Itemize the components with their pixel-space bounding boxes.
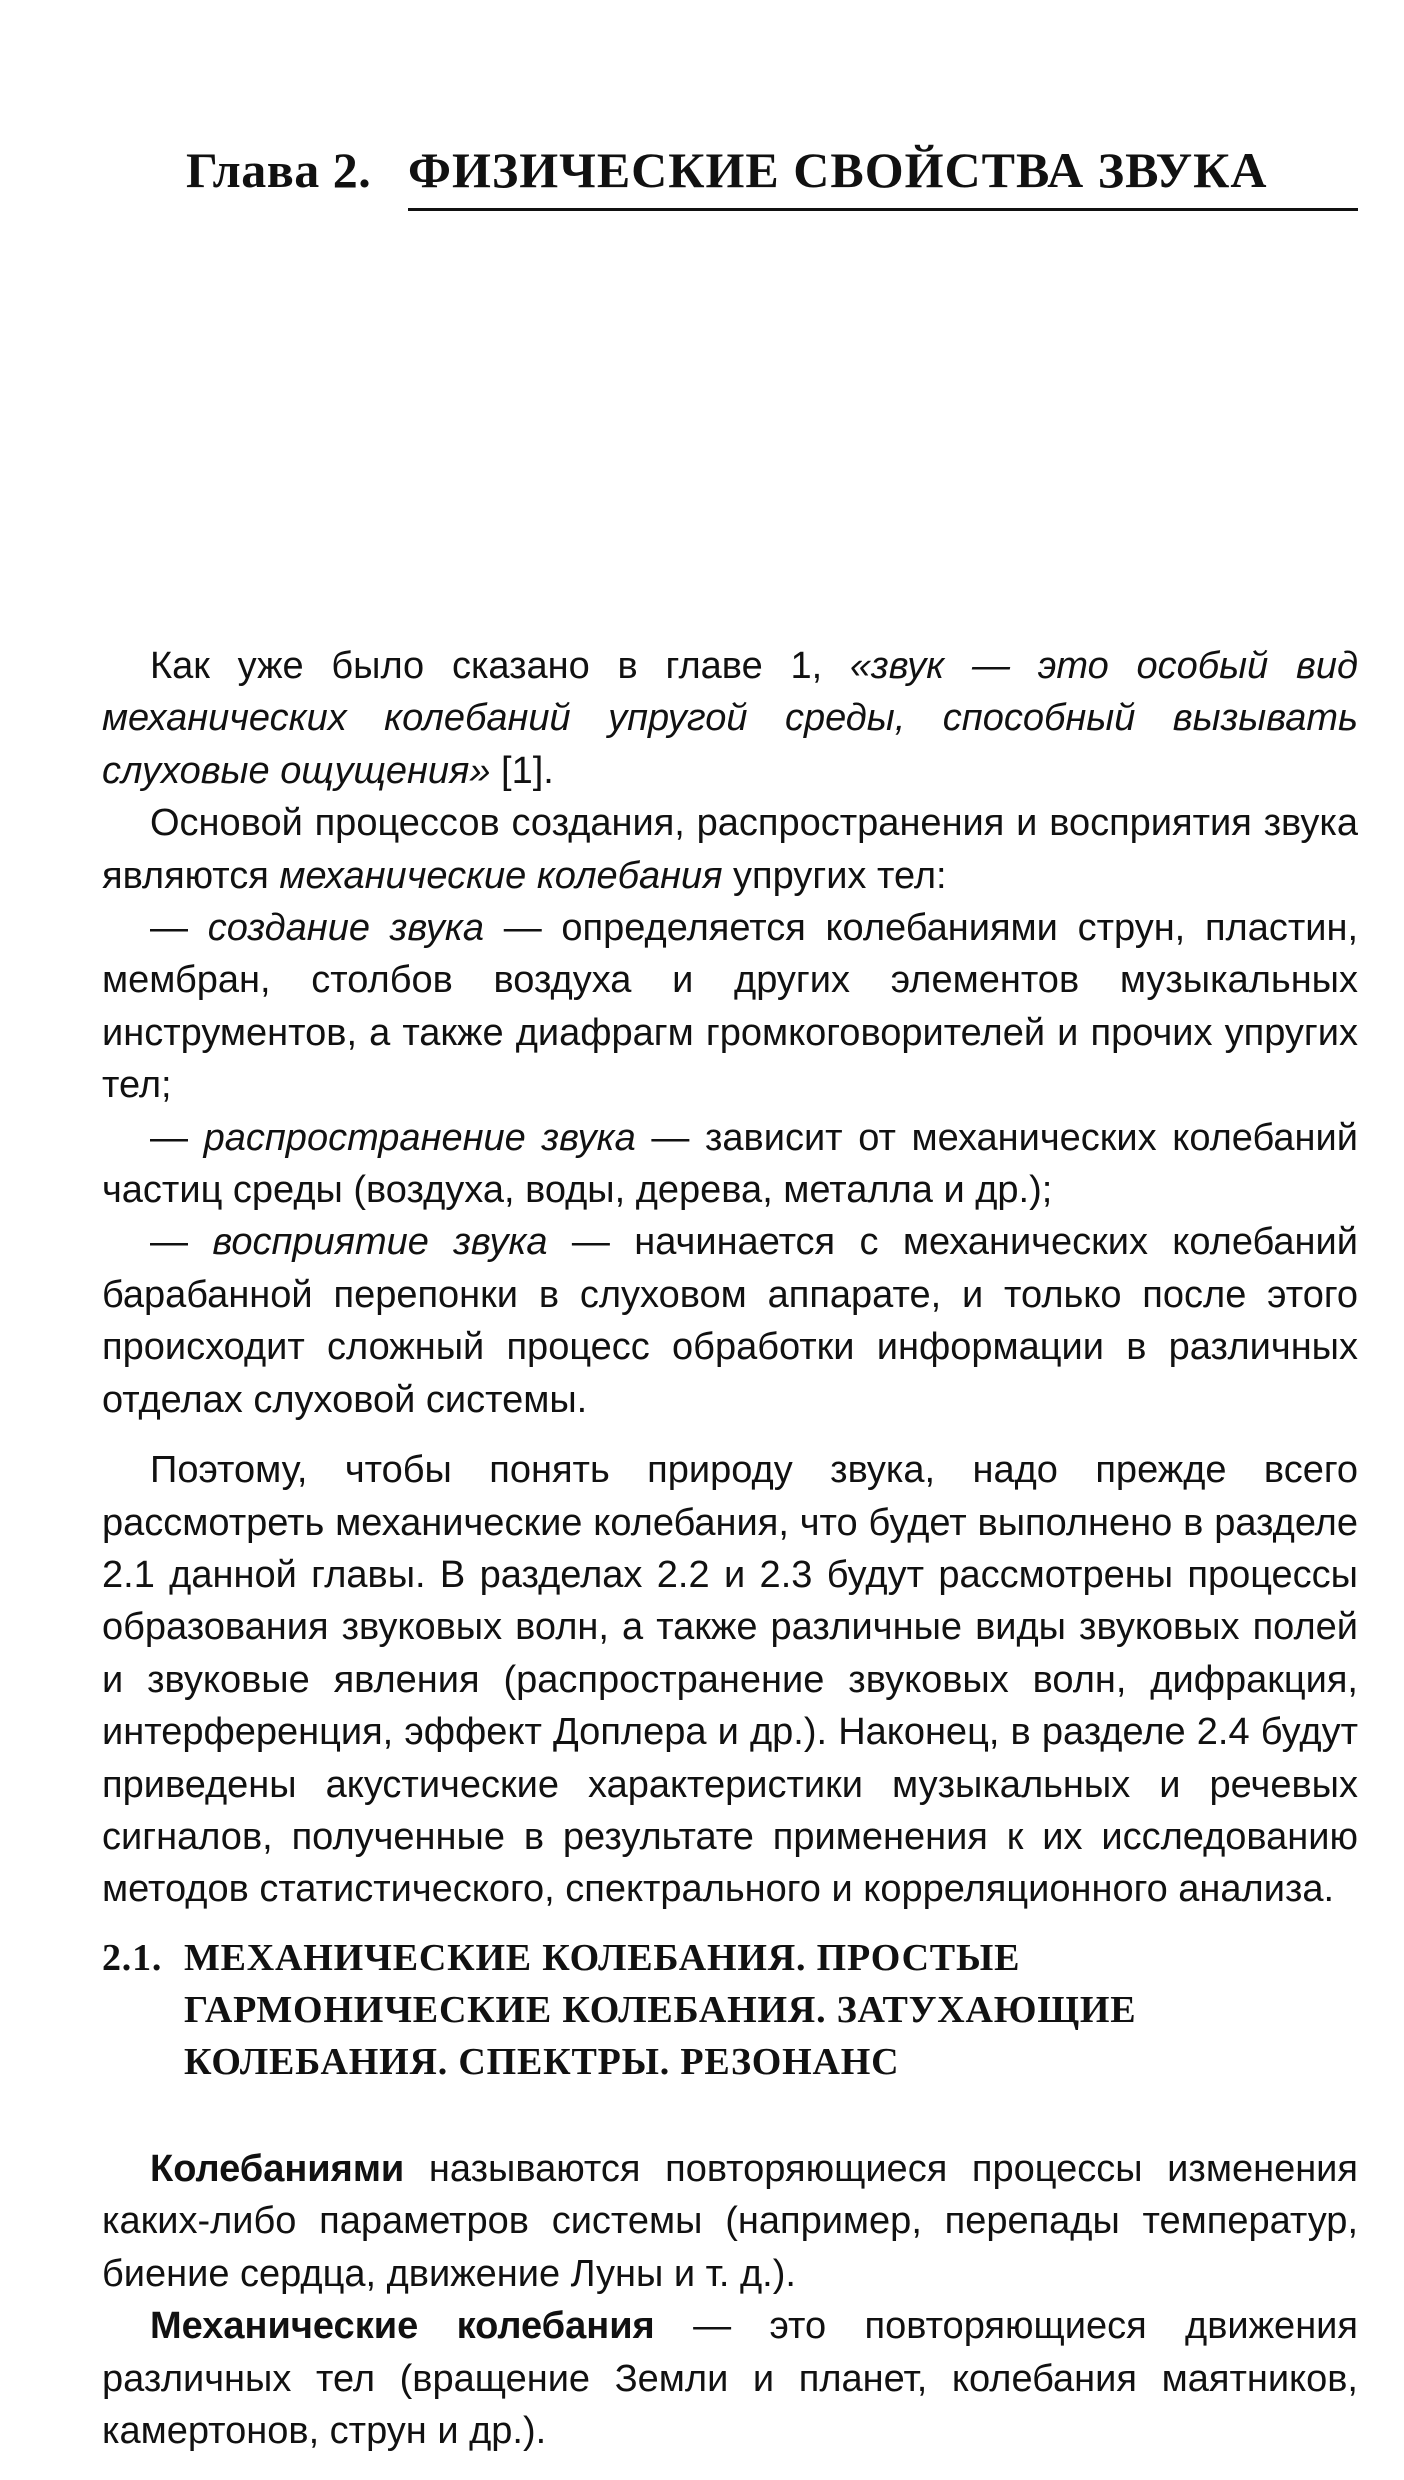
intro-paragraph-2	[102, 797, 1358, 902]
intro-paragraph-3: Поэтому, чтобы понять природу звука, надо прежде всего рассмотреть механические колебания, что будет выполнено в разделе 2.1 данной главы. В разделах 2.2 и 2.3 будут рассмотрены процессы образования звуковых волн, а также различные виды звуковых полей и звуковые явления (распространение звуковых волн, дифракция, интерференция, эффект Доплера и др.). Наконец, в разделе 2.4 будут приведены акустические характеристики музыкальных и речевых сигналов, полученные в результате применения к их исследованию методов статистического, спектрального и корреляционного анализа.	[102, 1449, 1358, 1911]
section-title-line: КОЛЕБАНИЯ. СПЕКТРЫ. РЕЗОНАНС	[184, 2041, 900, 2083]
sound-definition-quote: «звук — это особый вид механических колебаний упругой среды, способный вызывать слуховые ощущения»	[102, 645, 1358, 792]
list-item-sound-perception	[102, 1216, 1358, 1426]
section-title	[184, 1932, 1136, 2088]
list-term: создание звука	[207, 907, 484, 950]
definition-text: — это повторяющиеся движения различных тел (вращение Земли и планет, колебания маятников, камертонов, струн и др.).	[102, 2305, 1358, 2453]
chapter-label: Глава 2.	[186, 142, 372, 198]
chapter-heading	[186, 130, 1358, 210]
list-text: — начинается с механических колебаний барабанной перепонки в слуховом аппарате, и только после этого происходит сложный процесс обработки информации в различных отделах слуховой системы.	[102, 1221, 1358, 1421]
definition-term: Механические колебания	[150, 2305, 655, 2348]
list-dash: —	[150, 1116, 204, 1159]
definition-oscillations	[102, 2143, 1358, 2300]
intro-p2-lead: Основой процессов создания, распространения и восприятия звука являются	[102, 802, 1358, 897]
intro-text	[102, 640, 1358, 1916]
citation-ref: [1].	[490, 749, 554, 792]
chapter-title: ФИЗИЧЕСКИЕ СВОЙСТВА ЗВУКА	[408, 142, 1268, 198]
section-title-line: МЕХАНИЧЕСКИЕ КОЛЕБАНИЯ. ПРОСТЫЕ	[184, 1937, 1021, 1979]
section-title-line: ГАРМОНИЧЕСКИЕ КОЛЕБАНИЯ. ЗАТУХАЮЩИЕ	[184, 1989, 1137, 2031]
definition-mechanical-oscillations	[102, 2300, 1358, 2457]
list-dash: —	[150, 907, 208, 950]
section-number: 2.1.	[102, 1937, 163, 1979]
chapter-title-underline	[408, 208, 1358, 211]
definitions-text	[102, 2143, 1358, 2457]
list-term: распространение звука	[203, 1116, 636, 1159]
intro-p1-lead: Как уже было сказано в главе 1,	[150, 645, 850, 687]
list-item-sound-propagation	[102, 1112, 1358, 1217]
list-term: восприятие звука	[212, 1221, 548, 1264]
list-text: — зависит от механических колебаний частиц среды (воздуха, воды, дерева, металла и др.);	[102, 1116, 1358, 1212]
definition-term: Колебаниями	[150, 2148, 405, 2190]
list-text: — определяется колебаниями струн, пластин, мембран, столбов воздуха и других элементов музыкальных инструментов, а также диафрагм громкоговорителей и прочих упругих тел;	[102, 907, 1358, 1107]
list-dash: —	[150, 1221, 213, 1264]
intro-paragraph-1	[102, 640, 1358, 797]
definition-text: называются повторяющиеся процессы изменения каких-либо параметров системы (например, перепады температур, биение сердца, движение Луны и т. д.).	[102, 2148, 1358, 2295]
intro-p2-term: механические колебания	[279, 854, 723, 897]
intro-p2-tail: упругих тел:	[722, 854, 947, 897]
list-item-sound-creation	[102, 902, 1358, 1112]
